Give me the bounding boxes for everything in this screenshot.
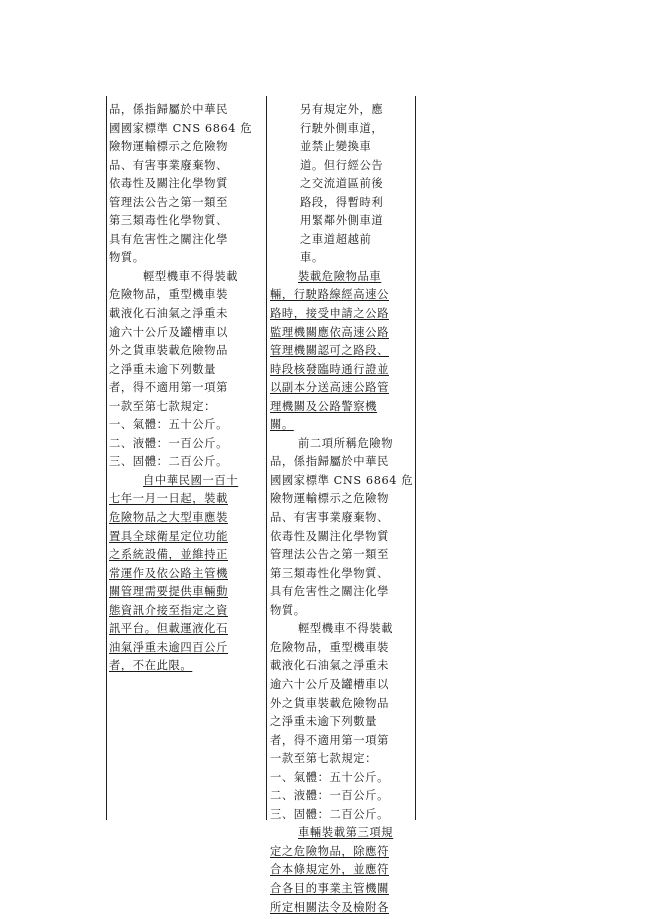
- line-text: 自中華民國一百十: [143, 473, 239, 487]
- right-text-line: [270, 249, 412, 268]
- line-text: 關。: [270, 418, 294, 432]
- line-text: 品，係指歸屬於中華民: [270, 455, 389, 469]
- right-text-line: [270, 676, 412, 695]
- line-text: 行駛外側車道，: [300, 121, 384, 135]
- line-text: 品、有害事業廢棄物、: [270, 511, 389, 525]
- right-text-line: [270, 268, 412, 287]
- right-text-line: [270, 787, 412, 806]
- left-text-line: [109, 546, 261, 565]
- line-text: 品，係指歸屬於中華民: [109, 103, 228, 116]
- line-text: 具有危害性之關注化學: [270, 585, 389, 599]
- line-text: 管理機關認可之路段、: [270, 344, 389, 358]
- left-text-line: [109, 157, 261, 176]
- line-text: 一款至第七款規定：: [109, 399, 217, 413]
- left-text-line: [109, 286, 261, 305]
- left-text-line: [109, 620, 261, 639]
- line-text: 一、氣體：五十公斤。: [270, 770, 389, 784]
- left-text-line: [109, 528, 261, 547]
- line-text: 危險物品，重型機車裝: [109, 288, 228, 302]
- right-text-line: [270, 843, 412, 862]
- line-text: 前二項所稱危險物: [298, 436, 394, 450]
- left-text-line: [109, 602, 261, 621]
- left-text-line: [109, 138, 261, 157]
- right-text-line: [270, 175, 412, 194]
- right-text-line: [270, 212, 412, 231]
- left-text-line: [109, 379, 261, 398]
- left-text-line: [109, 435, 261, 454]
- left-text-line: [109, 490, 261, 509]
- left-text-line: [109, 249, 261, 268]
- right-text-line: [270, 824, 412, 843]
- line-text: 所定相關法令及檢附各: [270, 900, 389, 914]
- right-text-line: [270, 806, 412, 825]
- right-text-line: [270, 138, 412, 157]
- line-text: 定之危險物品，除應符: [270, 844, 389, 858]
- right-text-line: [270, 342, 412, 361]
- right-text-line: [270, 880, 412, 899]
- line-text: 物質。: [270, 603, 306, 617]
- left-text-line: [109, 657, 261, 676]
- line-text: 態資訊介接至指定之資: [109, 603, 228, 617]
- right-text-line: [270, 899, 412, 918]
- line-text: 車。: [300, 251, 324, 265]
- left-text-line: [109, 361, 261, 380]
- line-text: 者，不在此限。: [109, 659, 193, 673]
- line-text: 輛，行駛路線經高速公: [270, 288, 389, 302]
- left-text-line: [109, 453, 261, 472]
- line-text: 常運作及依公路主管機: [109, 566, 228, 580]
- line-text: 物質。: [109, 251, 145, 265]
- right-text-line: [270, 657, 412, 676]
- left-text-line: [109, 324, 261, 343]
- line-text: 裝載危險物品車: [298, 269, 382, 283]
- right-text-line: [270, 732, 412, 751]
- right-text-line: [270, 620, 412, 639]
- line-text: 第三類毒性化學物質、: [270, 566, 389, 580]
- line-text: 具有危害性之關注化學: [109, 232, 228, 246]
- line-text: 依毒性及關注化學物質: [109, 177, 228, 191]
- right-text-line: [270, 194, 412, 213]
- right-column-text: [270, 101, 412, 917]
- line-text: 者，得不適用第一項第: [270, 733, 389, 747]
- line-text: 之淨重未逾下列數量: [270, 715, 378, 729]
- left-text-line: [109, 639, 261, 658]
- line-text: 危險物品，重型機車裝: [270, 640, 389, 654]
- line-text: 合各目的事業主管機關: [270, 881, 389, 895]
- right-text-line: [270, 453, 412, 472]
- right-text-line: [270, 565, 412, 584]
- right-text-line: [270, 583, 412, 602]
- line-text: 車輛裝載第三項規: [298, 826, 394, 840]
- left-text-line: [109, 342, 261, 361]
- line-text: 險物運輸標示之危險物: [270, 492, 389, 506]
- line-text: 三、固體：二百公斤。: [270, 807, 389, 821]
- line-text: 監理機關應依高速公路: [270, 325, 389, 339]
- line-text: 第三類毒性化學物質、: [109, 214, 228, 228]
- right-text-line: [270, 713, 412, 732]
- line-text: 以副本分送高速公路管: [270, 381, 389, 395]
- line-text: 逾六十公斤及罐槽車以: [270, 677, 389, 691]
- line-text: 關管理需要提供車輛動: [109, 585, 228, 599]
- left-text-line: [109, 268, 261, 287]
- line-text: 並禁止變換車: [300, 140, 372, 154]
- right-text-line: [270, 157, 412, 176]
- line-text: 訊平台。但載運液化石: [109, 622, 228, 636]
- line-text: 時段核發臨時通行證並: [270, 362, 389, 376]
- left-text-line: [109, 416, 261, 435]
- line-text: 置具全球衛星定位功能: [109, 529, 228, 543]
- right-text-line: [270, 695, 412, 714]
- line-text: 一款至第七款規定：: [270, 752, 378, 766]
- line-text: 之淨重未逾下列數量: [109, 362, 217, 376]
- left-text-line: [109, 509, 261, 528]
- right-text-line: [270, 546, 412, 565]
- line-text: 國國家標準 CNS 6864 危: [270, 473, 414, 487]
- line-text: 外之貨車裝載危險物品: [109, 344, 228, 358]
- left-text-line: [109, 565, 261, 584]
- line-text: 險物運輸標示之危險物: [109, 140, 228, 154]
- line-text: 者，得不適用第一項第: [109, 381, 228, 395]
- line-text: 品、有害事業廢棄物、: [109, 158, 228, 172]
- line-text: 路段，得暫時利: [300, 195, 384, 209]
- line-text: 理機關及公路警察機: [270, 399, 378, 413]
- line-text: 之車道超越前: [300, 232, 372, 246]
- right-text-line: [270, 416, 412, 435]
- line-text: 輕型機車不得裝載: [298, 622, 394, 636]
- right-text-line: [270, 435, 412, 454]
- right-text-line: [270, 324, 412, 343]
- line-text: 管理法公告之第一類至: [109, 195, 228, 209]
- line-text: 依毒性及關注化學物質: [270, 529, 389, 543]
- line-text: 之交流道區前後: [300, 177, 384, 191]
- line-text: 道。但行經公告: [300, 158, 384, 172]
- left-text-line: [109, 101, 261, 120]
- right-text-line: [270, 379, 412, 398]
- line-text: 用緊鄰外側車道: [300, 214, 384, 228]
- right-text-line: [270, 861, 412, 880]
- left-text-line: [109, 583, 261, 602]
- line-text: 合本條規定外，並應符: [270, 863, 389, 877]
- right-text-line: [270, 305, 412, 324]
- line-text: 逾六十公斤及罐槽車以: [109, 325, 228, 339]
- line-text: 三、固體：二百公斤。: [109, 455, 228, 469]
- line-text: 一、氣體：五十公斤。: [109, 418, 228, 432]
- line-text: 七年一月一日起，裝載: [109, 492, 228, 506]
- right-text-line: [270, 286, 412, 305]
- right-text-line: [270, 769, 412, 788]
- left-text-line: [109, 231, 261, 250]
- right-text-line: [270, 472, 412, 491]
- left-text-line: [109, 398, 261, 417]
- line-text: 危險物品之大型車應裝: [109, 511, 228, 525]
- right-text-line: [270, 639, 412, 658]
- left-text-line: [109, 194, 261, 213]
- line-text: 載液化石油氣之淨重未: [109, 307, 228, 321]
- line-text: 載液化石油氣之淨重未: [270, 659, 389, 673]
- line-text: 二、液體：一百公斤。: [270, 789, 389, 803]
- right-text-line: [270, 750, 412, 769]
- right-text-line: [270, 509, 412, 528]
- line-text: 油氣淨重未逾四百公斤: [109, 640, 228, 654]
- right-text-line: [270, 231, 412, 250]
- line-text: 另有規定外，應: [300, 103, 384, 116]
- right-text-line: [270, 398, 412, 417]
- left-text-line: [109, 212, 261, 231]
- line-text: 管理法公告之第一類至: [270, 548, 389, 562]
- line-text: 二、液體：一百公斤。: [109, 436, 228, 450]
- left-column-text: [109, 101, 261, 676]
- right-text-line: [270, 528, 412, 547]
- column-divider: [266, 96, 267, 820]
- right-text-line: [270, 120, 412, 139]
- left-text-line: [109, 472, 261, 491]
- line-text: 之系統設備，並維持正: [109, 548, 228, 562]
- right-text-line: [270, 602, 412, 621]
- right-text-line: [270, 361, 412, 380]
- line-text: 輕型機車不得裝載: [143, 269, 239, 283]
- left-text-line: [109, 175, 261, 194]
- right-text-line: [270, 490, 412, 509]
- line-text: 國國家標準 CNS 6864 危: [109, 121, 253, 135]
- line-text: 外之貨車裝載危險物品: [270, 696, 389, 710]
- left-text-line: [109, 120, 261, 139]
- left-text-line: [109, 305, 261, 324]
- line-text: 路時，接受申請之公路: [270, 307, 389, 321]
- right-text-line: [270, 101, 412, 120]
